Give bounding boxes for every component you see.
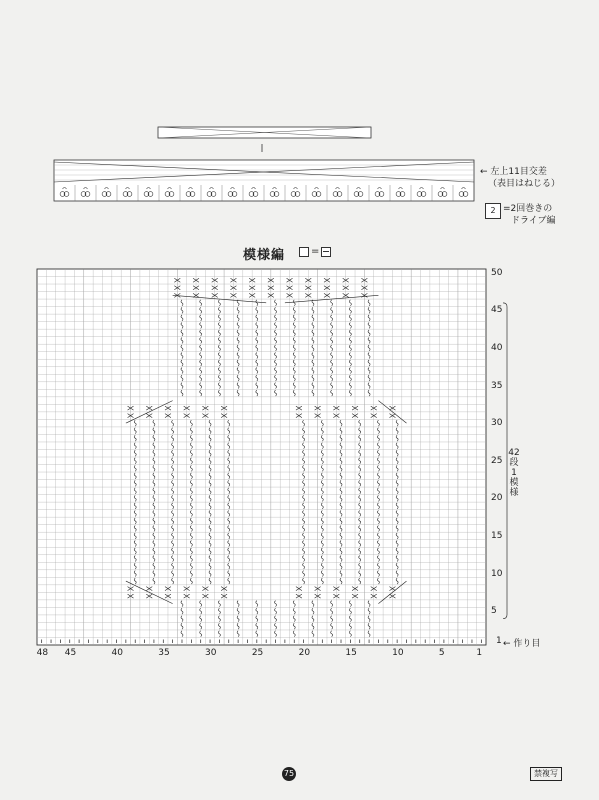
row-label: 15 [491, 530, 503, 541]
cable-note-line2: （表目はねじる） [488, 179, 561, 189]
row-label: 50 [491, 267, 503, 278]
stitch-label: 1 [476, 648, 483, 658]
wrap-stitch-legend [485, 203, 555, 227]
stitch-label: 45 [64, 648, 77, 658]
row-label: 10 [491, 568, 503, 579]
purl-stitch-square-icon [321, 247, 331, 257]
stitch-label: 40 [111, 648, 123, 658]
row-label: 20 [491, 493, 503, 504]
row-label: 25 [491, 455, 503, 466]
stitch-label: 10 [392, 648, 404, 658]
blank-equals-purl-legend [299, 246, 331, 257]
row-label: 35 [491, 380, 503, 391]
pattern-title: 模様編 [243, 248, 286, 263]
row-label-first: 1 [496, 636, 502, 647]
stitch-label: 5 [438, 648, 445, 658]
wrap-legend-line2: ドライブ編 [511, 216, 556, 226]
row-label: 45 [491, 305, 503, 316]
stitch-label: 35 [158, 648, 170, 658]
stitch-label: 48 [36, 648, 49, 658]
row-label: 40 [491, 342, 503, 353]
knit-stitch-square-icon [299, 247, 309, 257]
page-number-badge: 75 [282, 767, 296, 781]
wrap-legend-line1: =2回巻きの [503, 204, 553, 214]
stitch-label: 25 [251, 648, 264, 658]
cast-on-label: ← 作り目 [503, 639, 541, 650]
repeat-bracket [503, 303, 507, 619]
legend-equals-sign: = [311, 246, 320, 257]
row-label: 30 [491, 418, 503, 429]
wrap-stitch-symbol-icon [485, 203, 501, 219]
stitch-label: 15 [345, 648, 357, 658]
copy-prohibited-badge: 禁複写 [530, 767, 562, 781]
row-label: 5 [491, 606, 497, 617]
wrap-symbol-text: 2 [490, 206, 496, 215]
stitch-label: 30 [205, 648, 217, 658]
cable-cross-note [480, 166, 560, 190]
pattern-repeat-side-label: 42段1模様 [508, 448, 520, 498]
stitch-label: 20 [298, 648, 311, 658]
cable-note-line1: ← 左上11目交差 [480, 167, 547, 177]
